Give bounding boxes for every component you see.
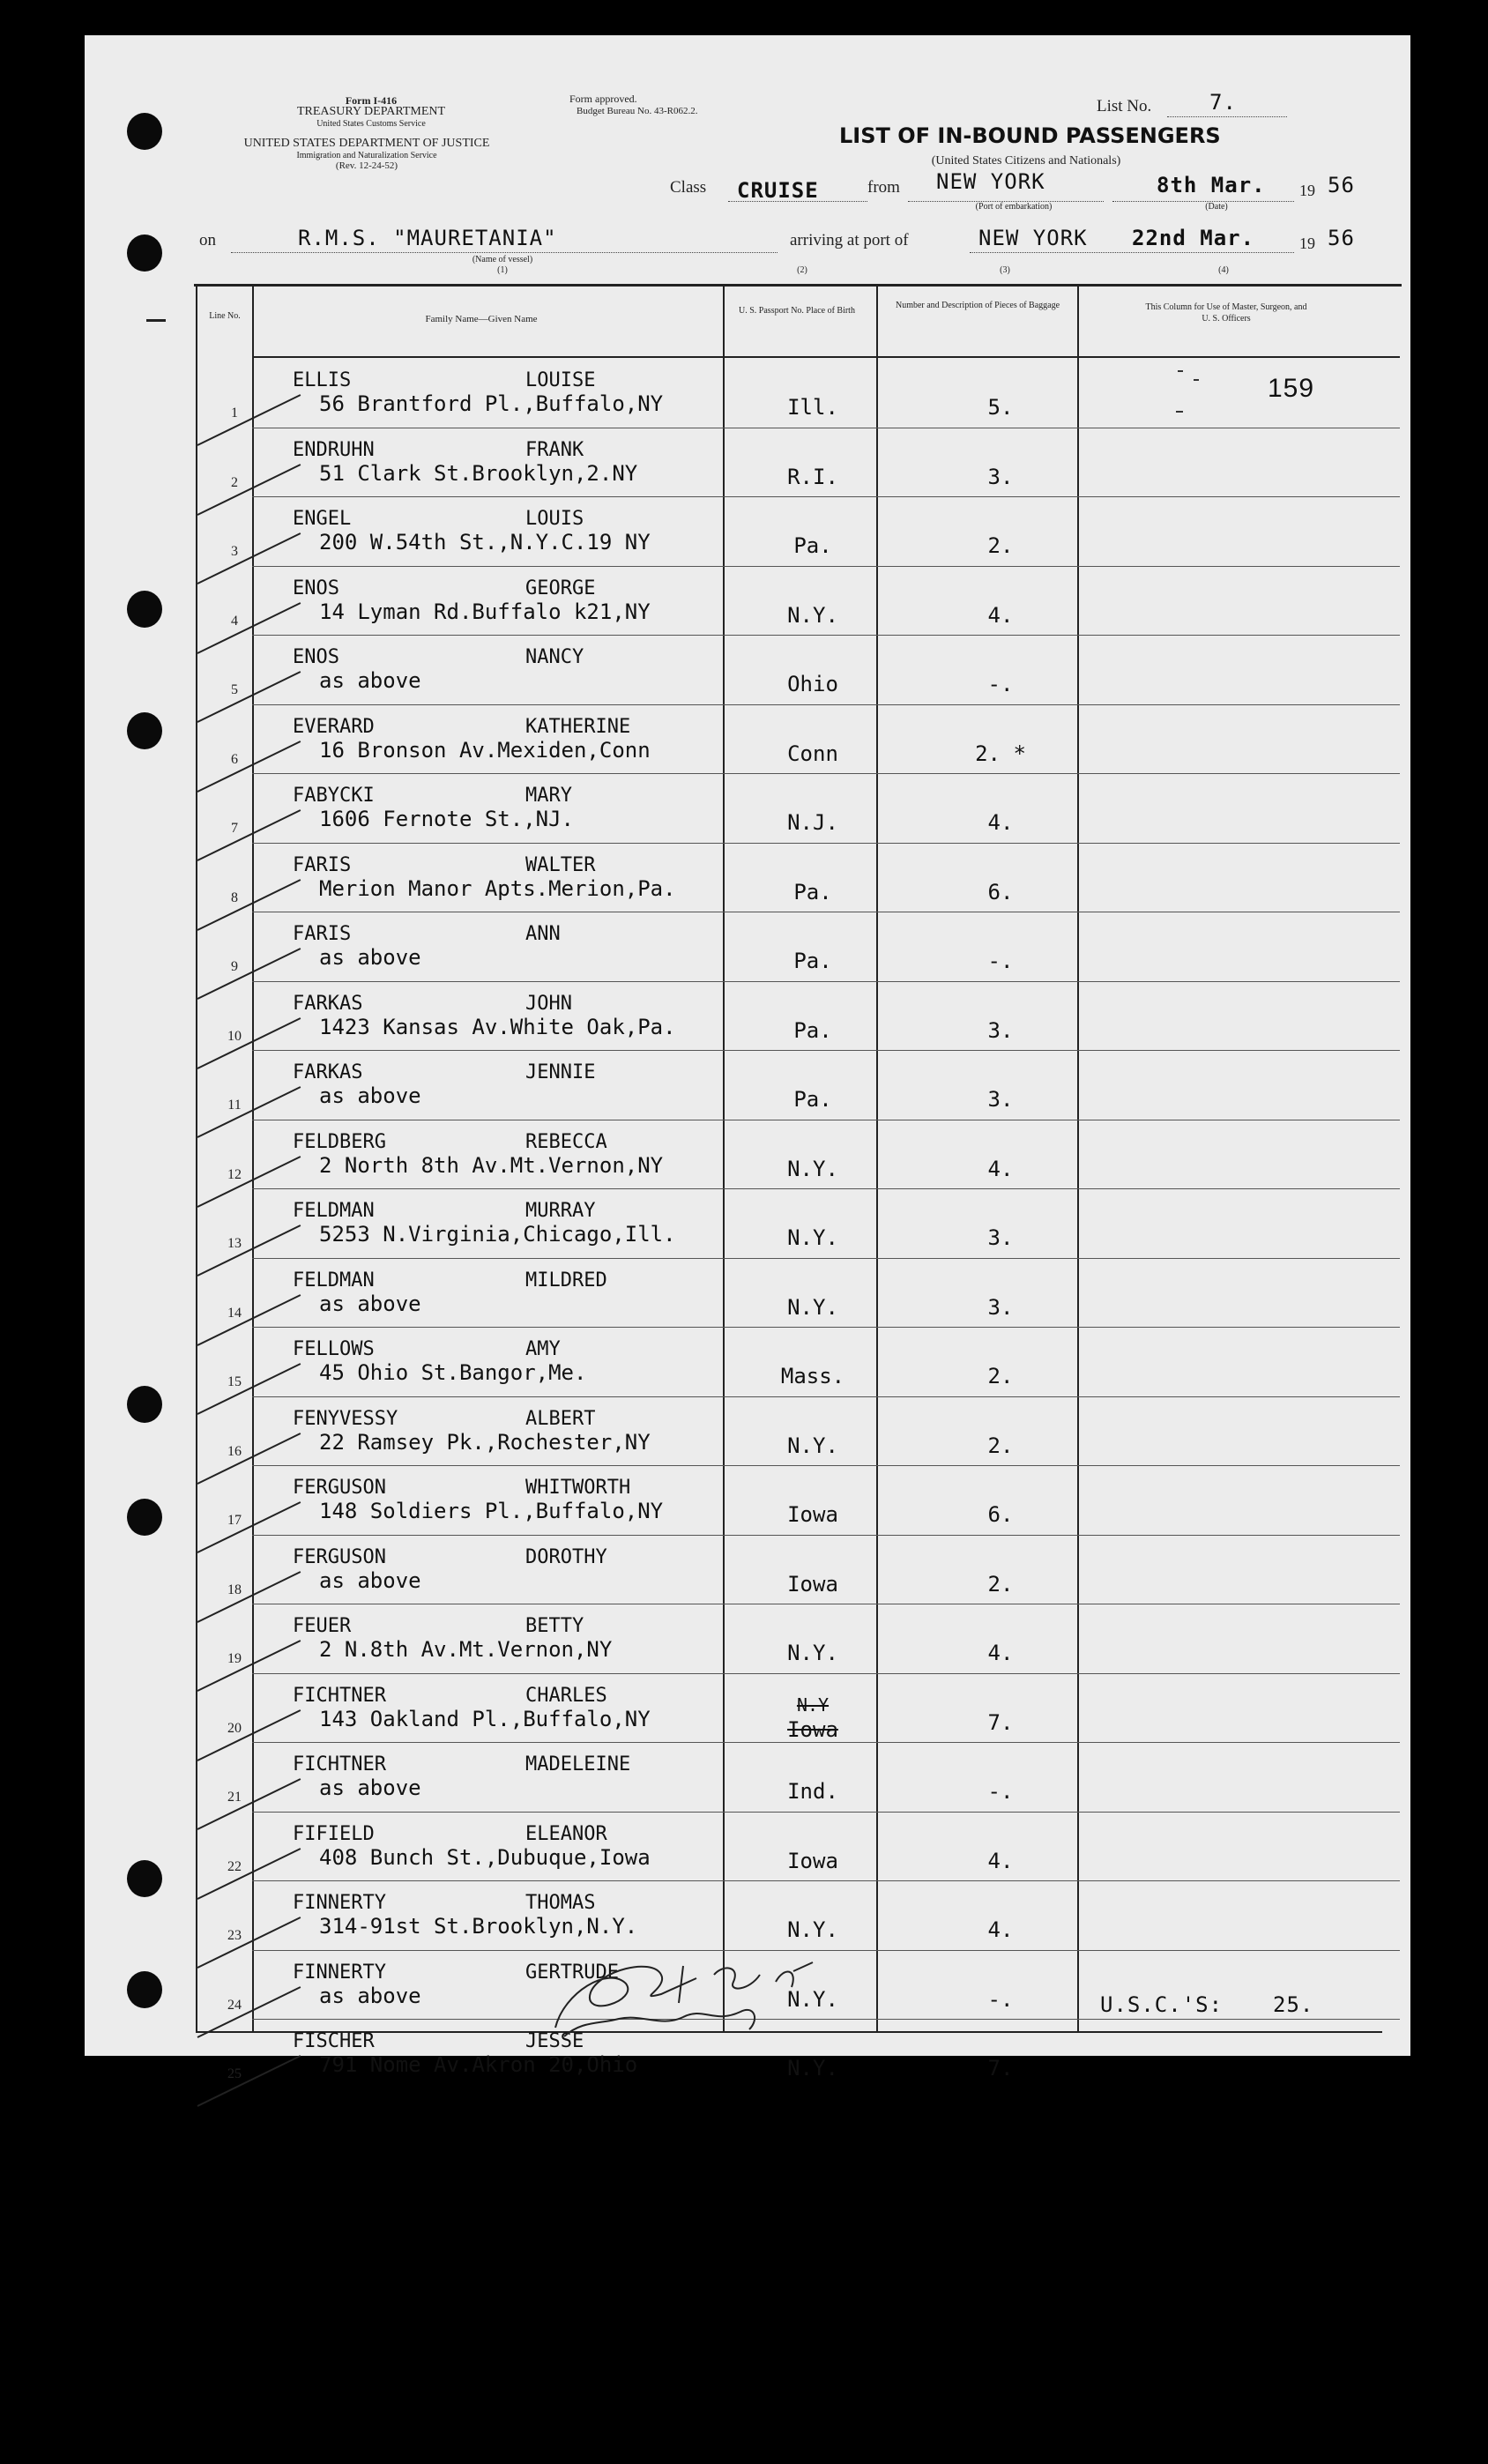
baggage-count: 3. bbox=[987, 1294, 1014, 1320]
given-name: NANCY bbox=[525, 646, 584, 668]
family-name: FINNERTY bbox=[293, 1892, 386, 1914]
baggage-count: 3. bbox=[987, 464, 1014, 489]
address: 56 Brantford Pl.,Buffalo,NY bbox=[319, 391, 664, 416]
row-divider bbox=[252, 566, 1400, 567]
address: 148 Soldiers Pl.,Buffalo,NY bbox=[319, 1499, 664, 1523]
list-title: LIST OF IN-BOUND PASSENGERS bbox=[839, 123, 1221, 148]
birth-place: R.I. bbox=[787, 464, 838, 489]
row-divider bbox=[252, 1465, 1400, 1466]
row-divider bbox=[252, 496, 1400, 497]
given-name: GEORGE bbox=[525, 577, 596, 599]
given-name: DOROTHY bbox=[525, 1545, 607, 1568]
stamp-number: 159 bbox=[1268, 374, 1315, 403]
family-name: ENDRUHN bbox=[293, 438, 375, 461]
line-number: 8 bbox=[231, 890, 238, 905]
table-left-border bbox=[196, 284, 197, 2031]
given-name: JENNIE bbox=[525, 1061, 596, 1083]
baggage-count: 2. bbox=[987, 1571, 1014, 1597]
on-label: on bbox=[199, 231, 216, 249]
family-name: FERGUSON bbox=[293, 1477, 386, 1499]
birth-place: Iowa bbox=[787, 1848, 838, 1873]
baggage-count: 4. bbox=[987, 1641, 1014, 1665]
address: 314-91st St.Brooklyn,N.Y. bbox=[319, 1914, 638, 1939]
family-name: FELDBERG bbox=[293, 1130, 386, 1153]
line-number: 1 bbox=[231, 406, 238, 421]
table-top-border bbox=[194, 284, 1402, 287]
line-number: 11 bbox=[227, 1098, 242, 1113]
given-name: THOMAS bbox=[525, 1892, 596, 1914]
birth-place: N.Y. bbox=[787, 602, 838, 628]
address: 45 Ohio St.Bangor,Me. bbox=[319, 1360, 587, 1385]
birth-place: Ill. bbox=[787, 395, 838, 420]
family-name: EVERARD bbox=[293, 715, 375, 738]
list-no-label: List No. bbox=[1097, 97, 1152, 115]
line-number: 5 bbox=[231, 682, 238, 697]
family-name: ENOS bbox=[293, 577, 339, 599]
line-number: 24 bbox=[227, 1997, 242, 2013]
vessel-col-num: (1) bbox=[497, 265, 508, 275]
table-header-border bbox=[252, 356, 1400, 358]
baggage-count: 6. bbox=[987, 1502, 1014, 1527]
col-num-2: (2) bbox=[797, 265, 807, 275]
family-name: FEUER bbox=[293, 1615, 352, 1637]
class-value: CRUISE bbox=[737, 178, 819, 203]
baggage-count: 4. bbox=[987, 810, 1014, 835]
given-name: ELEANOR bbox=[525, 1822, 607, 1845]
port-embark: NEW YORK bbox=[936, 169, 1045, 194]
family-name: ENOS bbox=[293, 646, 339, 668]
line-number: 25 bbox=[227, 2066, 242, 2081]
date-arrival: 22nd Mar. bbox=[1132, 226, 1255, 250]
line-number: 18 bbox=[227, 1582, 242, 1597]
col-header-baggage: Number and Description of Pieces of Baggage bbox=[895, 301, 1060, 310]
address: 791 Nome Av.Akron 20,Ohio bbox=[319, 2052, 638, 2077]
baggage-count: 4. bbox=[987, 1848, 1014, 1873]
line-number: 19 bbox=[227, 1651, 242, 1666]
baggage-count: 4. bbox=[987, 1917, 1014, 1942]
punch-hole bbox=[127, 1860, 162, 1897]
punch-hole bbox=[127, 234, 162, 272]
family-name: FABYCKI bbox=[293, 785, 375, 807]
address: as above bbox=[319, 1567, 421, 1593]
given-name: WALTER bbox=[525, 853, 596, 876]
class-underline bbox=[728, 201, 867, 202]
line-number: 17 bbox=[227, 1513, 242, 1528]
given-name: MARY bbox=[525, 785, 572, 807]
year-prefix-2: 19 bbox=[1299, 234, 1315, 252]
given-name: ALBERT bbox=[525, 1407, 596, 1430]
family-name: FISCHER bbox=[293, 2030, 375, 2052]
row-divider bbox=[252, 1327, 1400, 1328]
address: 1423 Kansas Av.White Oak,Pa. bbox=[319, 1014, 676, 1039]
row-divider bbox=[252, 1673, 1400, 1674]
baggage-count: 6. bbox=[987, 879, 1014, 904]
family-name: ENGEL bbox=[293, 508, 352, 530]
birth-place: Iowa bbox=[787, 1502, 838, 1527]
col-num-3: (3) bbox=[1000, 265, 1010, 275]
family-name: FELDMAN bbox=[293, 1269, 375, 1292]
birth-place: N.Y. bbox=[787, 1225, 838, 1250]
birth-place: Ind. bbox=[787, 1779, 838, 1804]
line-number: 21 bbox=[227, 1790, 242, 1805]
list-no-underline bbox=[1167, 116, 1287, 117]
baggage-count: 2. bbox=[987, 1364, 1014, 1388]
given-name: JOHN bbox=[525, 992, 572, 1015]
stamp-mark bbox=[1178, 370, 1183, 372]
row-divider bbox=[252, 773, 1400, 774]
form-number: Form I-416 bbox=[345, 94, 398, 107]
line-number: 13 bbox=[227, 1236, 242, 1251]
col-header-passport: U. S. Passport No. Place of Birth bbox=[739, 306, 855, 316]
col-header-officers: This Column for Use of Master, Surgeon, and U. S. Officers bbox=[1145, 302, 1307, 324]
baggage-count: 3. bbox=[987, 1017, 1014, 1043]
birth-place: N.Y. bbox=[787, 1294, 838, 1320]
col-num-4: (4) bbox=[1218, 265, 1229, 275]
address: as above bbox=[319, 1083, 421, 1108]
address: 408 Bunch St.,Dubuque,Iowa bbox=[319, 1844, 651, 1870]
form-approved: Form approved. bbox=[569, 93, 637, 105]
justice-dept: UNITED STATES DEPARTMENT OF JUSTICE bbox=[243, 137, 490, 150]
inspector-signature bbox=[529, 1939, 864, 2045]
address: 2 North 8th Av.Mt.Vernon,NY bbox=[319, 1152, 664, 1178]
line-number: 14 bbox=[227, 1305, 242, 1321]
given-name: KATHERINE bbox=[525, 715, 631, 738]
family-name: FELLOWS bbox=[293, 1338, 375, 1360]
line-number: 6 bbox=[231, 751, 238, 767]
birth-place: Pa. bbox=[793, 1017, 832, 1043]
line-number: 2 bbox=[231, 474, 238, 490]
manifest-page bbox=[85, 35, 1410, 2056]
vessel-name: R.M.S. "MAURETANIA" bbox=[298, 226, 557, 250]
family-name: FARKAS bbox=[293, 1061, 363, 1083]
address: as above bbox=[319, 1291, 421, 1316]
address: 2 N.8th Av.Mt.Vernon,NY bbox=[319, 1637, 613, 1662]
birth-place: N.Y. bbox=[787, 2056, 838, 2081]
punch-hole bbox=[127, 591, 162, 628]
row-divider bbox=[252, 843, 1400, 844]
punch-hole bbox=[127, 712, 162, 749]
birth-place: N.Y. bbox=[787, 1433, 838, 1458]
birth-place: Conn bbox=[787, 741, 838, 766]
birth-place: Pa. bbox=[793, 533, 832, 558]
line-number: 10 bbox=[227, 1028, 242, 1044]
class-label: Class bbox=[670, 178, 707, 197]
row-divider bbox=[252, 1535, 1400, 1536]
baggage-count: -. bbox=[987, 1986, 1014, 2012]
address: 51 Clark St.Brooklyn,2.NY bbox=[319, 460, 638, 486]
birth-place-struck: N.Y bbox=[796, 1694, 830, 1716]
port-arrival: NEW YORK bbox=[978, 226, 1088, 250]
date-embark: 8th Mar. bbox=[1157, 173, 1266, 197]
given-name: CHARLES bbox=[525, 1684, 607, 1707]
address: 200 W.54th St.,N.Y.C.19 NY bbox=[319, 530, 651, 555]
row-divider bbox=[252, 1258, 1400, 1259]
row-divider bbox=[252, 1742, 1400, 1743]
margin-mark bbox=[146, 319, 166, 322]
table-line-col-border bbox=[252, 284, 254, 2031]
arrival-underline bbox=[970, 252, 1294, 253]
uscs-count: 25. bbox=[1273, 1992, 1314, 2017]
given-name: AMY bbox=[525, 1338, 561, 1360]
given-name: REBECCA bbox=[525, 1130, 607, 1153]
baggage-count: 5. bbox=[987, 395, 1014, 420]
birth-place: N.Y. bbox=[787, 1917, 838, 1942]
family-name: FELDMAN bbox=[293, 1200, 375, 1222]
vessel-underline bbox=[231, 252, 777, 253]
birth-place: Mass. bbox=[780, 1364, 845, 1388]
given-name: MILDRED bbox=[525, 1269, 607, 1292]
check-mark bbox=[197, 2055, 301, 2107]
baggage-count: 3. bbox=[987, 1225, 1014, 1250]
revision: (Rev. 12-24-52) bbox=[335, 160, 398, 171]
given-name: MADELEINE bbox=[525, 1753, 631, 1775]
stamp-mark bbox=[1176, 411, 1183, 413]
baggage-count: 2. * bbox=[975, 741, 1026, 766]
row-divider bbox=[252, 1812, 1400, 1813]
treasury-dept: TREASURY DEPARTMENT bbox=[296, 105, 446, 118]
given-name: BETTY bbox=[525, 1615, 584, 1637]
punch-hole bbox=[127, 113, 162, 150]
arriving-label: arriving at port of bbox=[790, 231, 909, 249]
birth-place: Pa. bbox=[793, 879, 832, 904]
table-baggage-col-border bbox=[1077, 284, 1079, 2031]
line-number: 23 bbox=[227, 1928, 242, 1943]
ins-service: Immigration and Naturalization Service bbox=[296, 151, 437, 160]
given-name: FRANK bbox=[525, 438, 584, 461]
address: as above bbox=[319, 945, 421, 970]
birth-place: N.Y. bbox=[787, 1986, 838, 2012]
line-number: 7 bbox=[231, 821, 238, 836]
line-number: 12 bbox=[227, 1166, 242, 1182]
list-subtitle: (United States Citizens and Nationals) bbox=[931, 154, 1121, 167]
address: 1606 Fernote St.,NJ. bbox=[319, 807, 574, 831]
baggage-count: -. bbox=[987, 949, 1014, 973]
birth-place: Ohio bbox=[787, 672, 838, 696]
row-divider bbox=[252, 981, 1400, 982]
year-prefix: 19 bbox=[1299, 182, 1315, 199]
stamp-mark bbox=[1194, 379, 1199, 381]
customs-service: United States Customs Service bbox=[316, 119, 426, 129]
baggage-count: 7. bbox=[987, 1709, 1014, 1735]
family-name: FERGUSON bbox=[293, 1545, 386, 1568]
family-name: FICHTNER bbox=[293, 1684, 386, 1707]
address: 16 Bronson Av.Mexiden,Conn bbox=[319, 737, 651, 763]
address: as above bbox=[319, 1775, 421, 1800]
birth-place: Pa. bbox=[793, 1087, 832, 1112]
baggage-count: -. bbox=[987, 672, 1014, 696]
given-name: ANN bbox=[525, 923, 561, 945]
given-name: LOUIS bbox=[525, 508, 584, 530]
row-divider bbox=[252, 704, 1400, 705]
birth-place: N.Y. bbox=[787, 1156, 838, 1181]
birth-place: Iowa bbox=[787, 1716, 838, 1742]
baggage-count: -. bbox=[987, 1779, 1014, 1804]
list-no-value: 7. bbox=[1209, 90, 1237, 115]
line-number: 22 bbox=[227, 1858, 242, 1874]
port-embark-caption: (Port of embarkation) bbox=[975, 202, 1053, 212]
col-header-line-no: Line No. bbox=[209, 311, 241, 321]
family-name: FINNERTY bbox=[293, 1961, 386, 1984]
vessel-caption: (Name of vessel) bbox=[472, 255, 533, 264]
line-number: 15 bbox=[227, 1374, 242, 1389]
family-name: FENYVESSY bbox=[293, 1407, 398, 1430]
given-name: LOUISE bbox=[525, 369, 596, 391]
address: 14 Lyman Rd.Buffalo k21,NY bbox=[319, 599, 651, 624]
line-number: 3 bbox=[231, 544, 238, 559]
family-name: FARKAS bbox=[293, 992, 363, 1015]
line-number: 20 bbox=[227, 1720, 242, 1736]
given-name: MURRAY bbox=[525, 1200, 596, 1222]
baggage-count: 7. bbox=[987, 2056, 1014, 2081]
from-label: from bbox=[867, 178, 900, 197]
budget-bureau: Budget Bureau No. 43-R062.2. bbox=[577, 106, 698, 116]
address: as above bbox=[319, 668, 421, 693]
birth-place: N.Y. bbox=[787, 1641, 838, 1665]
family-name: ELLIS bbox=[293, 369, 352, 391]
baggage-count: 2. bbox=[987, 1433, 1014, 1458]
line-number: 16 bbox=[227, 1443, 242, 1459]
row-divider bbox=[252, 1880, 1400, 1881]
row-divider bbox=[252, 1050, 1400, 1051]
col-header-name: Family Name—Given Name bbox=[425, 314, 538, 324]
baggage-count: 3. bbox=[987, 1087, 1014, 1112]
family-name: FARIS bbox=[293, 923, 352, 945]
year-arrival: 56 bbox=[1328, 226, 1355, 250]
address: 143 Oakland Pl.,Buffalo,NY bbox=[319, 1706, 651, 1731]
punch-hole bbox=[127, 1499, 162, 1536]
address: 22 Ramsey Pk.,Rochester,NY bbox=[319, 1429, 651, 1455]
line-number: 4 bbox=[231, 613, 238, 629]
given-name: GERTRUDE bbox=[525, 1961, 619, 1984]
uscs-label: U.S.C.'S: bbox=[1100, 1992, 1224, 2017]
given-name: WHITWORTH bbox=[525, 1477, 631, 1499]
address: Merion Manor Apts.Merion,Pa. bbox=[319, 875, 676, 901]
family-name: FARIS bbox=[293, 853, 352, 876]
punch-hole bbox=[127, 1971, 162, 2008]
given-name: JESSE bbox=[525, 2030, 584, 2052]
row-divider bbox=[252, 635, 1400, 636]
line-number: 9 bbox=[231, 959, 238, 974]
family-name: FIFIELD bbox=[293, 1822, 375, 1845]
address: 5253 N.Virginia,Chicago,Ill. bbox=[319, 1222, 676, 1247]
date-caption: (Date) bbox=[1205, 202, 1228, 212]
row-divider bbox=[252, 1188, 1400, 1189]
family-name: FICHTNER bbox=[293, 1753, 386, 1775]
row-divider bbox=[252, 1396, 1400, 1397]
birth-place: N.J. bbox=[787, 810, 838, 835]
year-embark: 56 bbox=[1328, 173, 1355, 197]
address: as above bbox=[319, 1983, 421, 2008]
punch-hole bbox=[127, 1386, 162, 1423]
baggage-count: 2. bbox=[987, 533, 1014, 558]
birth-place: Iowa bbox=[787, 1571, 838, 1597]
baggage-count: 4. bbox=[987, 602, 1014, 628]
birth-place: Pa. bbox=[793, 949, 832, 973]
baggage-count: 4. bbox=[987, 1156, 1014, 1181]
